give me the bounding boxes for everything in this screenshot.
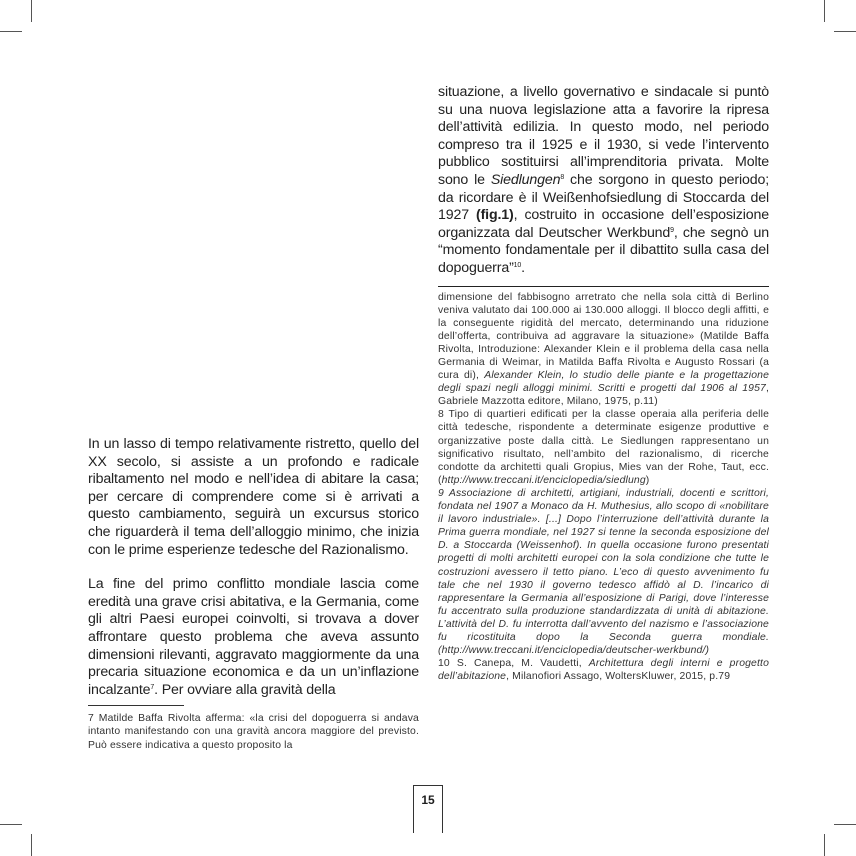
figure-reference: (fig.1) [476, 207, 514, 224]
page-number: 15 [421, 793, 435, 807]
siedlungen-paragraph [438, 84, 769, 278]
footnote-ref-9: 9 [670, 226, 674, 234]
footnote-text: 10 S. Canepa, M. Vaudetti, [438, 658, 589, 670]
postwar-paragraph-text: La fine del primo conflitto mondiale lascia come eredità una grave crisi abitativa, e la Germania, come gli altri Paesi europei coinvolti, si trovava a dover affrontare questo problema che aveva assunto dimensioni rilevanti, aggravato maggiormente da una precaria situazione economica e da un un’inflazione incalzante [88, 576, 419, 698]
footnote-text: , Milanofiori Assago, WoltersKluwer, 2015, p.79 [506, 671, 731, 683]
footnote-book-title: Architettura degli interni e progetto dell’abitazione [438, 658, 769, 683]
footnote-book-title: Alexander Klein, lo studio delle piante e la progettazione degli spazi negli alloggi minimi. Scritti e progetti dal 1906 al 1957 [438, 370, 769, 395]
crop-mark-top-right-v [824, 0, 825, 22]
crop-mark-bottom-left-v [31, 834, 32, 856]
footnote-text: 8 Tipo di quartieri edificati per la classe operaia alla periferia delle città tedesche, rispondente a determinate esigenze produttive e organizzative poste dalla città. Le Siedlungen rappresentano un significativo risultato, nell’ambito del razionalismo, di ricerche condotte da architetti quali Gropius, Mies van der Rohe, Taut, ecc. ( [438, 409, 769, 486]
footnote-8 [438, 408, 769, 487]
footnote-divider-right [438, 286, 769, 287]
crop-mark-bottom-right-v [824, 834, 825, 856]
postwar-paragraph-tail: . Per ovviare alla gravità della [154, 681, 336, 698]
footnote-ref-7: 7 [150, 683, 155, 691]
footnote-9: 9 Associazione di architetti, artigiani, industriali, docenti e scrittori, fondata nel 1907 a Monaco da H. Muthesius, allo scopo di «nobilitare il lavoro industriale». [...] Dopo l’interruzione dell’attività durante la Prima guerra mondiale, nel 1927 si tenne la seconda esposizione del D. a Stoccarda (Weissenhof). In quella occasione furono presentati progetti di molti architetti europei con la sola condizione che tutte le costruzioni avessero il tetto piano. L’eco di questo avvenimento fu tale che nel 1930 il governo tedesco affidò al D. l’incarico di rappresentare la Germania all’esposizione di Parigi, dove l’interesse fu accentrato sulla produzione standardizzata di unità di abitazione. L’attività del D. fu interrotta dall’avvento del nazismo e l’associazione fu ricostituita dopo la Seconda guerra mondiale. (http://www.treccani.it/enciclopedia/deutscher-werkbund/) [438, 487, 769, 657]
siedlungen-term: Siedlungen [490, 171, 561, 188]
intro-paragraph: In un lasso di tempo relativamente ristretto, quello del XX secolo, si assiste a un profondo e radicale ribaltamento nel modo e nell’idea di abitare la casa; per cercare di comprendere come si è arrivati a questo cambiamento, seguirà un excursus storico che riguarderà il tema dell’alloggio minimo, che inizia con le prime esperienze tedesche del Razionalismo. [88, 436, 419, 558]
left-column [88, 436, 419, 752]
crop-mark-bottom-right-h [834, 824, 856, 825]
crop-mark-top-right-h [834, 31, 856, 32]
crop-mark-bottom-left-h [0, 824, 22, 825]
footnote-7: 7 Matilde Baffa Rivolta afferma: «la crisi del dopoguerra si andava intanto manifestando con una gravità ancora maggiore del previsto. Può essere indicativa a questo proposito la [88, 713, 419, 751]
crop-mark-top-left-v [31, 0, 32, 22]
footnote-text: ) [645, 474, 650, 486]
crop-mark-top-left-h [0, 31, 22, 32]
right-column [438, 84, 769, 683]
footnote-text: , Gabriele Mazzotta editore, Milano, 1975, p.11) [438, 383, 769, 408]
footnote-7-continued [438, 291, 769, 409]
footnote-ref-8: 8 [560, 173, 565, 181]
paragraph-text-part: situazione, a livello governativo e sindacale si puntò su una nuova legislazione atta a favorire la ripresa dell’attività edilizia. In questo modo, nel periodo compreso tra il 1925 e il 1930, si vede l’intervento pubblico sostituirsi all’imprenditoria privata. Molte sono le [438, 84, 769, 188]
postwar-paragraph [88, 576, 419, 699]
footnote-link[interactable]: http://www.treccani.it/enciclopedia/siedlung [441, 474, 646, 486]
footnote-divider [88, 705, 184, 706]
paragraph-text-part: che sorgono in questo periodo; da ricordare è il Weißenhofsiedlung di Stoccarda del 1927 [438, 171, 769, 224]
page-number-box [413, 785, 443, 833]
paragraph-text-part: , che segnò un “momento fondamentale per il dibattito sulla casa del dopoguerra” [438, 224, 769, 276]
footnote-text: dimensione del fabbisogno arretrato che nella sola città di Berlino veniva valutato dai 100.000 ai 130.000 alloggi. Il blocco degli affitti, e la conseguente rigidità del mercato, determinando una riduzione dell’offerta, contribuiva ad aggravare la situazione» (Matilde Baffa Rivolta, Introduzione: Alexander Klein e il problema della casa nella Germania di Weimar, in Matilda Baffa Rivolta e Augusto Rossari (a cura di), [438, 291, 769, 382]
footnote-10 [438, 657, 769, 683]
paragraph-text-part: , costruito in occasione dell’esposizione organizzata dal Deutscher Werkbund [438, 207, 769, 241]
footnote-ref-10: 10 [513, 261, 522, 269]
paragraph-text-part: . [521, 259, 525, 276]
